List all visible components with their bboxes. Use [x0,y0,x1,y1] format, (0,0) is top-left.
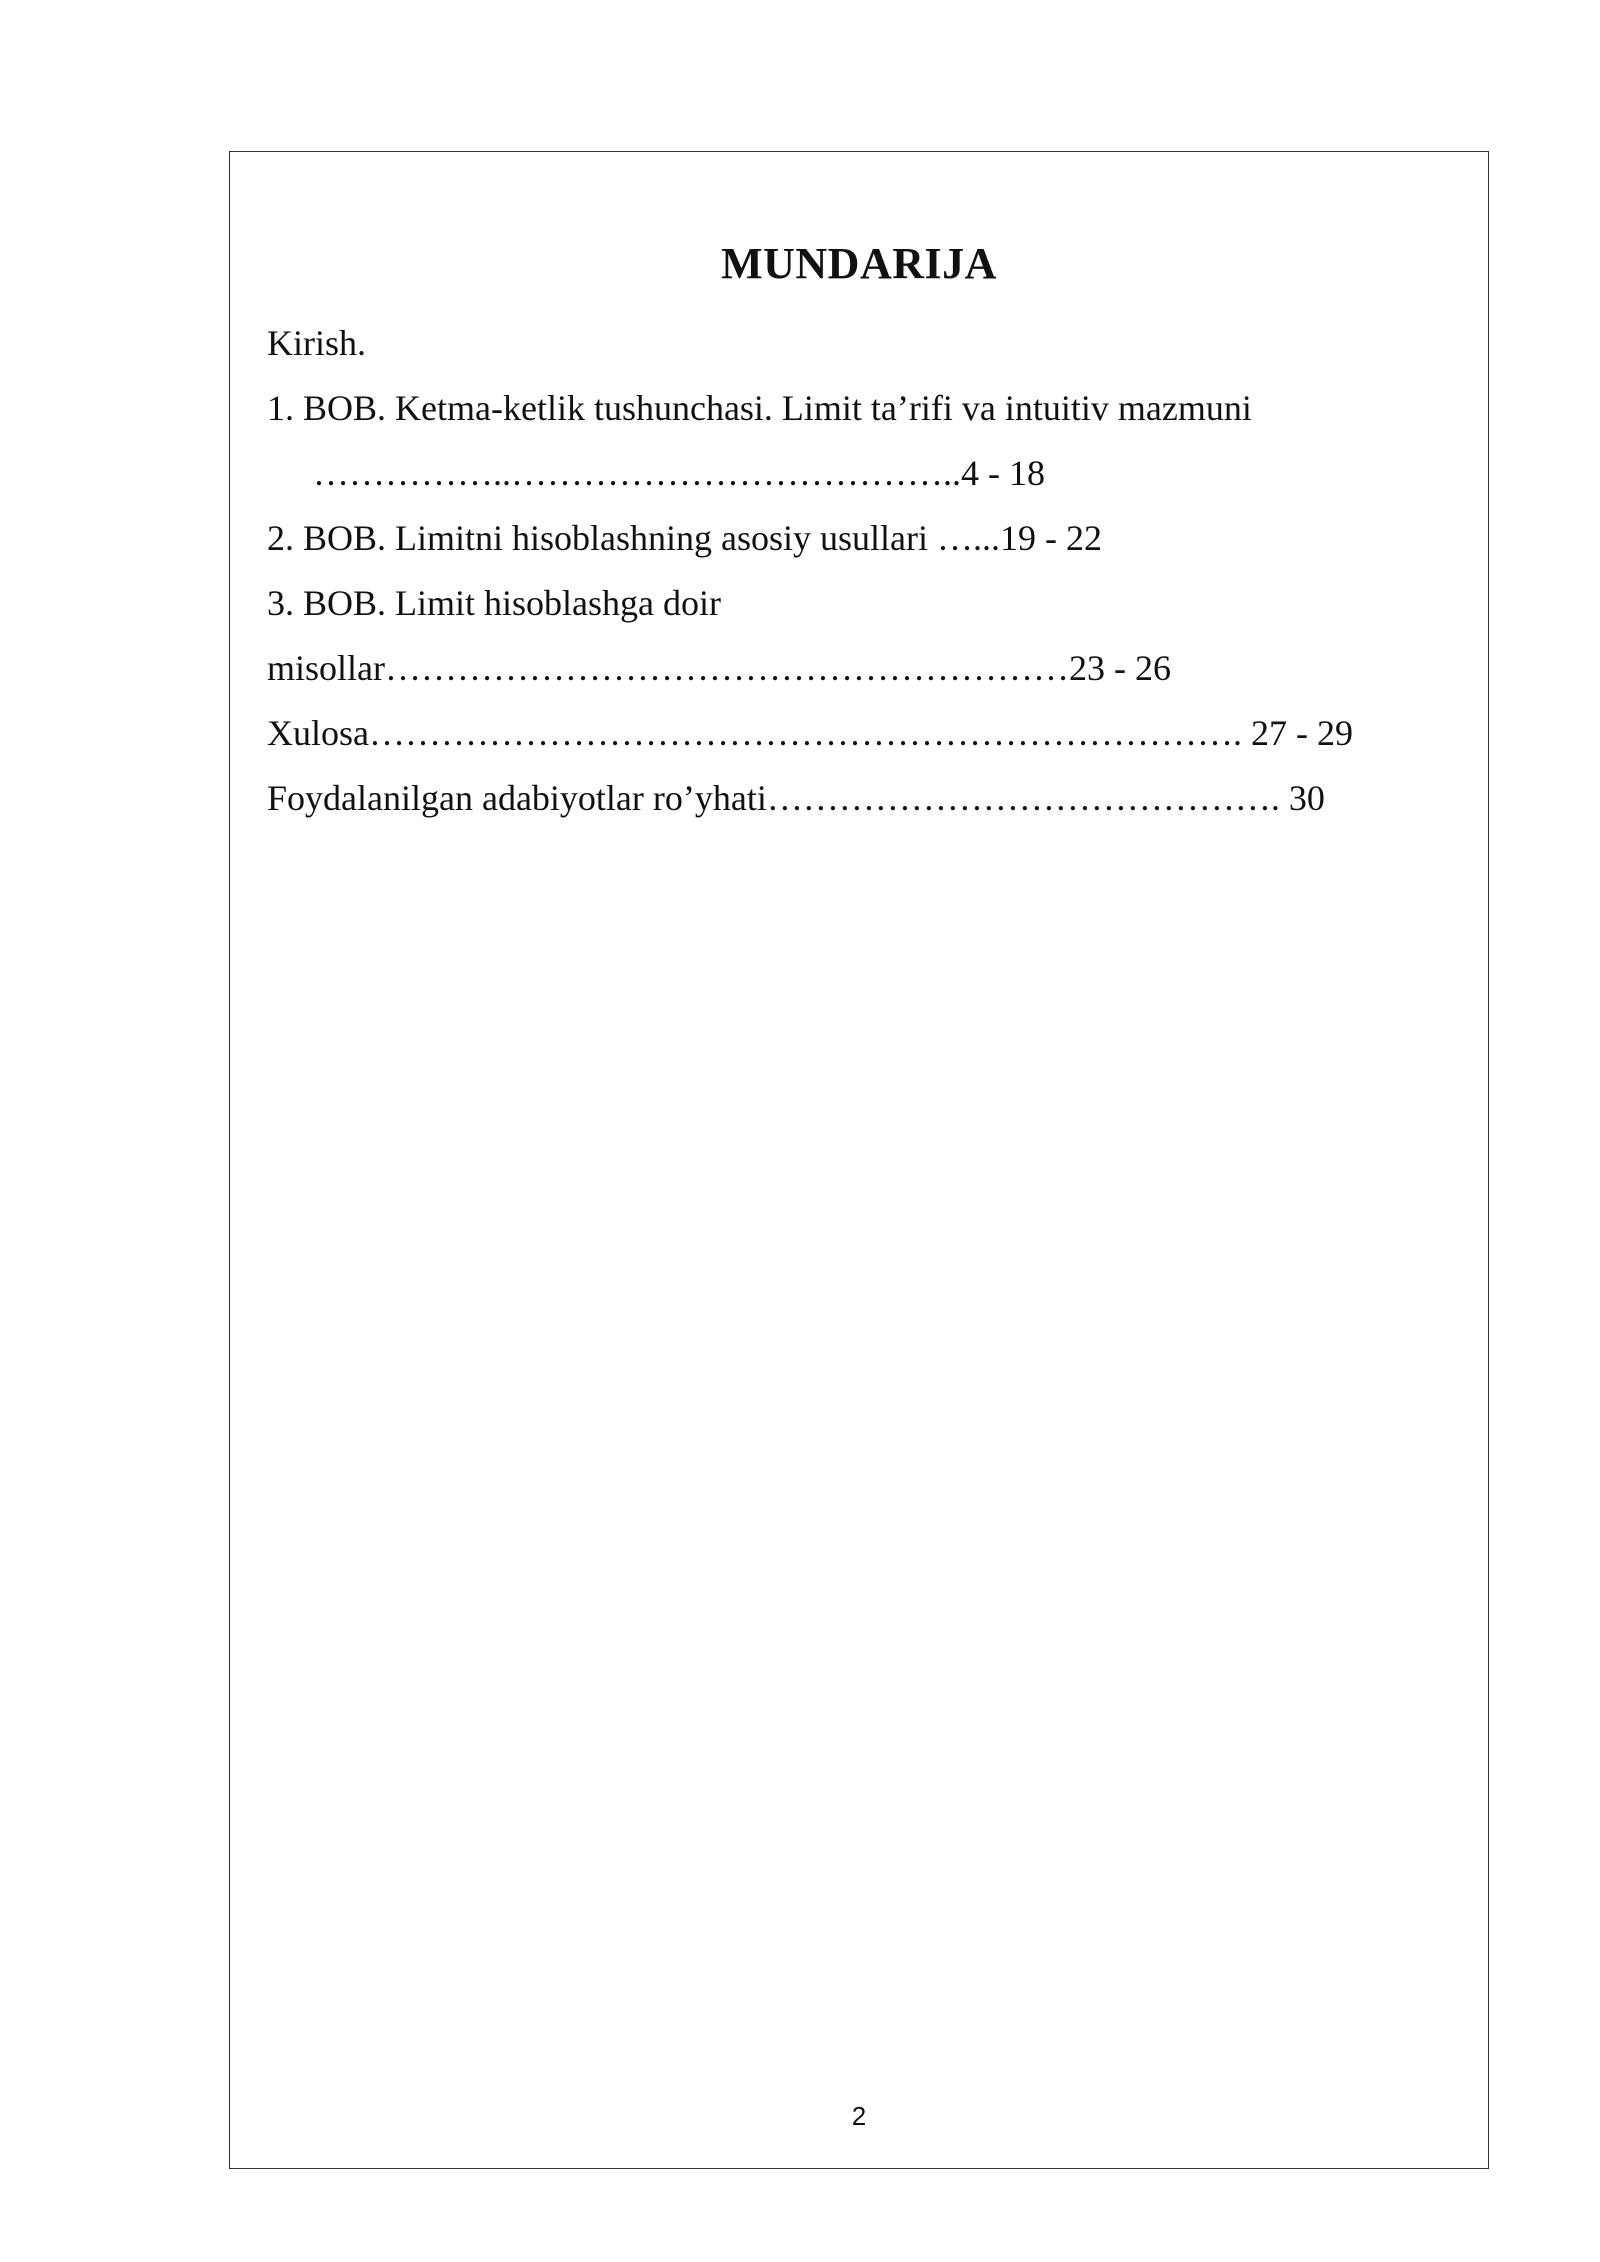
document-title-container [0,236,1600,292]
page-number: 2 [851,2101,867,2131]
toc-entry-chapter2: 2. BOB. Limitni hisoblashning asosiy usullari …...19 - 22 [267,518,1102,558]
toc-entry-chapter3-title: 3. BOB. Limit hisoblashga doir [267,583,721,623]
toc-entry-chapter3-pages: misollar…………………………………………………23 - 26 [267,648,1171,688]
document-title: MUNDARIJA [721,239,997,288]
toc-entry-intro: Kirish. [267,323,366,363]
toc-entry-references: Foydalanilgan adabiyotlar ro’yhati……………………………………. 30 [267,778,1325,818]
toc-entry-chapter1-title: 1. BOB. Ketma-ketlik tushunchasi. Limit ta’rifi va intuitiv mazmuni [267,388,1252,428]
page-number-container [0,2100,1600,2132]
toc-entry-conclusion: Xulosa………………………………………………………………. 27 - 29 [267,713,1353,753]
toc-entry-chapter1-pages: ……………..………………………………..4 - 18 [313,453,1045,493]
